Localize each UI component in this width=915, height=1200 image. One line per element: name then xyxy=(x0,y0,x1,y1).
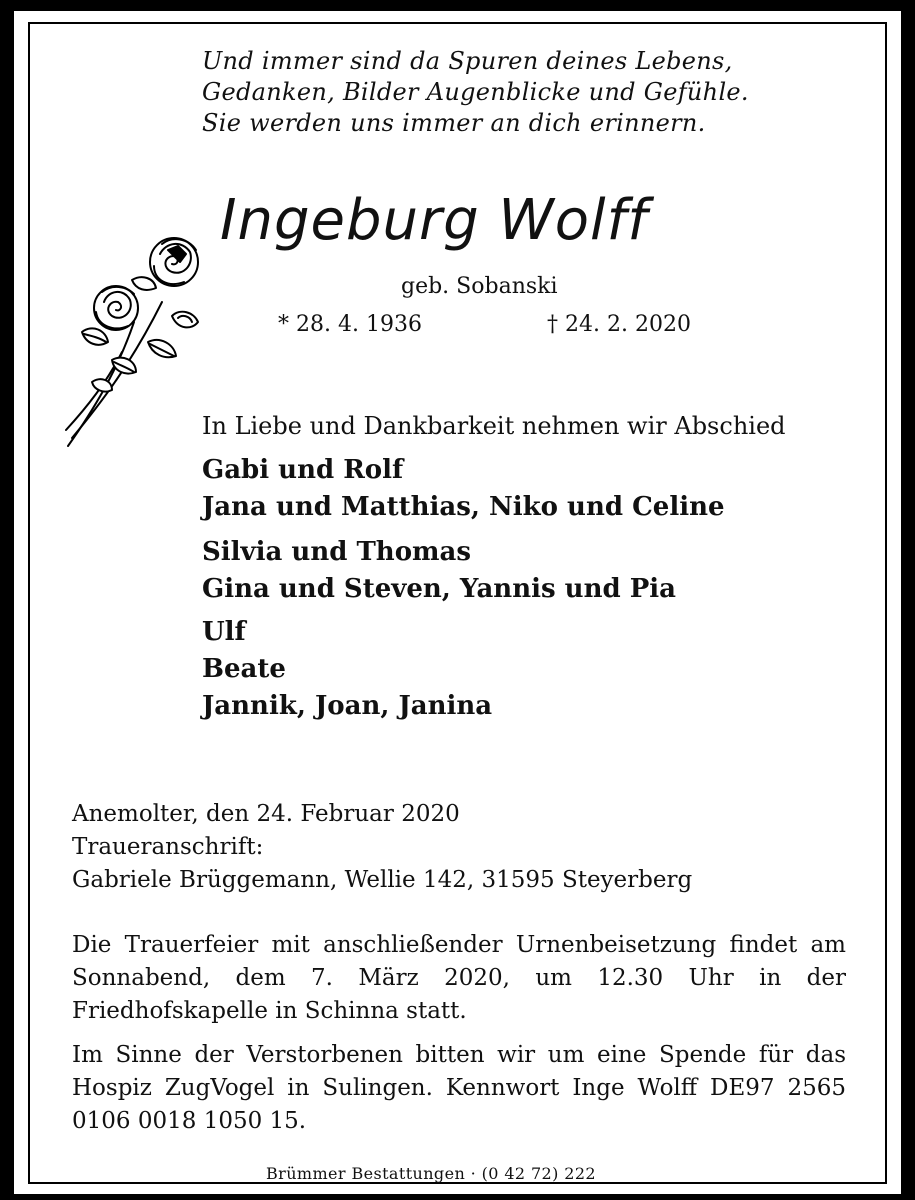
birth-name: geb. Sobanski xyxy=(401,274,558,299)
rose-illustration-icon xyxy=(62,232,204,450)
family-group xyxy=(202,614,492,725)
donation-notice: Im Sinne der Verstorbenen bitten wir um eine Spende für das Hospiz ZugVogel in Sulingen. Kennwort Inge Wolff DE97 2565 0106 0018 1050 15. xyxy=(72,1042,846,1134)
mourner-line: Beate xyxy=(202,654,286,684)
memorial-verse xyxy=(202,46,749,139)
birth-date: * 28. 4. 1936 xyxy=(278,312,422,337)
verse-line: Sie werden uns immer an dich erinnern. xyxy=(202,109,706,137)
mourning-address: Gabriele Brüggemann, Wellie 142, 31595 Steyerberg xyxy=(72,867,693,893)
family-group xyxy=(202,452,725,526)
farewell-line: In Liebe und Dankbarkeit nehmen wir Abschied xyxy=(202,412,786,440)
address-label: Traueranschrift: xyxy=(72,834,264,860)
funeral-home-footer: Brümmer Bestattungen · (0 42 72) 222 xyxy=(266,1164,596,1183)
mourner-line: Gabi und Rolf xyxy=(202,455,404,485)
mourner-line: Gina und Steven, Yannis und Pia xyxy=(202,574,676,604)
mourner-line: Silvia und Thomas xyxy=(202,537,472,567)
family-group xyxy=(202,534,676,608)
deceased-name: Ingeburg Wolff xyxy=(220,188,649,253)
mourner-line: Ulf xyxy=(202,617,246,647)
verse-line: Gedanken, Bilder Augenblicke und Gefühle. xyxy=(202,78,749,106)
verse-line: Und immer sind da Spuren deines Lebens, xyxy=(202,47,733,75)
mourner-line: Jannik, Joan, Janina xyxy=(202,691,493,721)
ceremony-notice: Die Trauerfeier mit anschließender Urnenbeisetzung findet am Sonnabend, dem 7. März 2020, um 12.30 Uhr in der Friedhofskapelle in Schinna statt. xyxy=(72,932,846,1024)
mourner-line: Jana und Matthias, Niko und Celine xyxy=(202,492,725,522)
death-date: † 24. 2. 2020 xyxy=(547,312,691,337)
place-date: Anemolter, den 24. Februar 2020 xyxy=(72,801,460,827)
